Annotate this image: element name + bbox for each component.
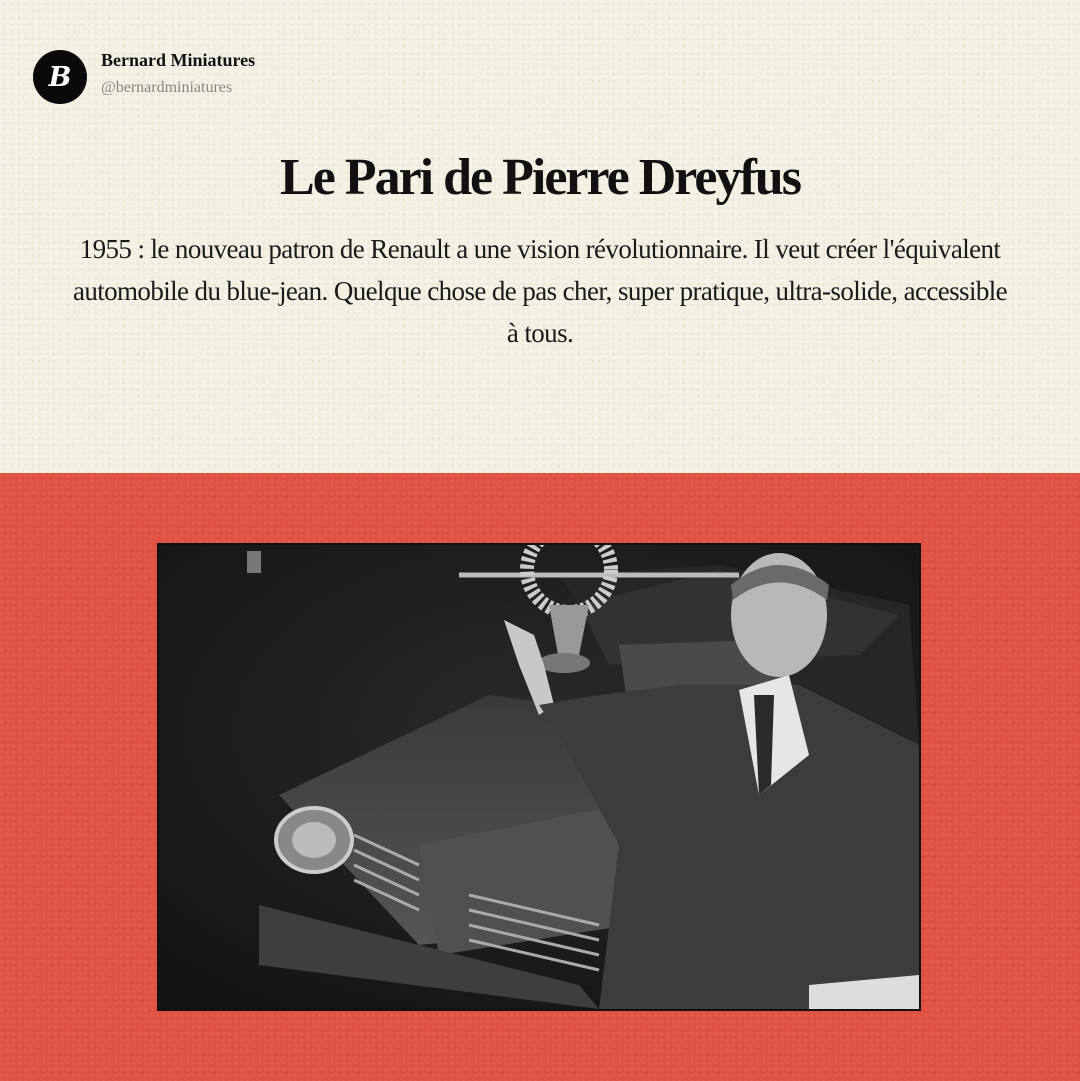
avatar-letter: B: [48, 61, 72, 93]
brand-handle: @bernardminiatures: [101, 79, 233, 96]
brand-avatar: [33, 50, 87, 104]
header-section: [0, 0, 1080, 473]
body-paragraph: 1955 : le nouveau patron de Renault a une vision révolutionnaire. Il veut créer l'équivalent automobile du blue-jean. Quelque chose de pas cher, super pratique, ultra-solide, accessible à tous.: [72, 234, 1008, 348]
page-title: Le Pari de Pierre Dreyfus: [280, 149, 800, 206]
photo-illustration: [159, 545, 919, 1009]
historical-photo: [157, 543, 921, 1011]
brand-name: Bernard Miniatures: [101, 50, 256, 70]
